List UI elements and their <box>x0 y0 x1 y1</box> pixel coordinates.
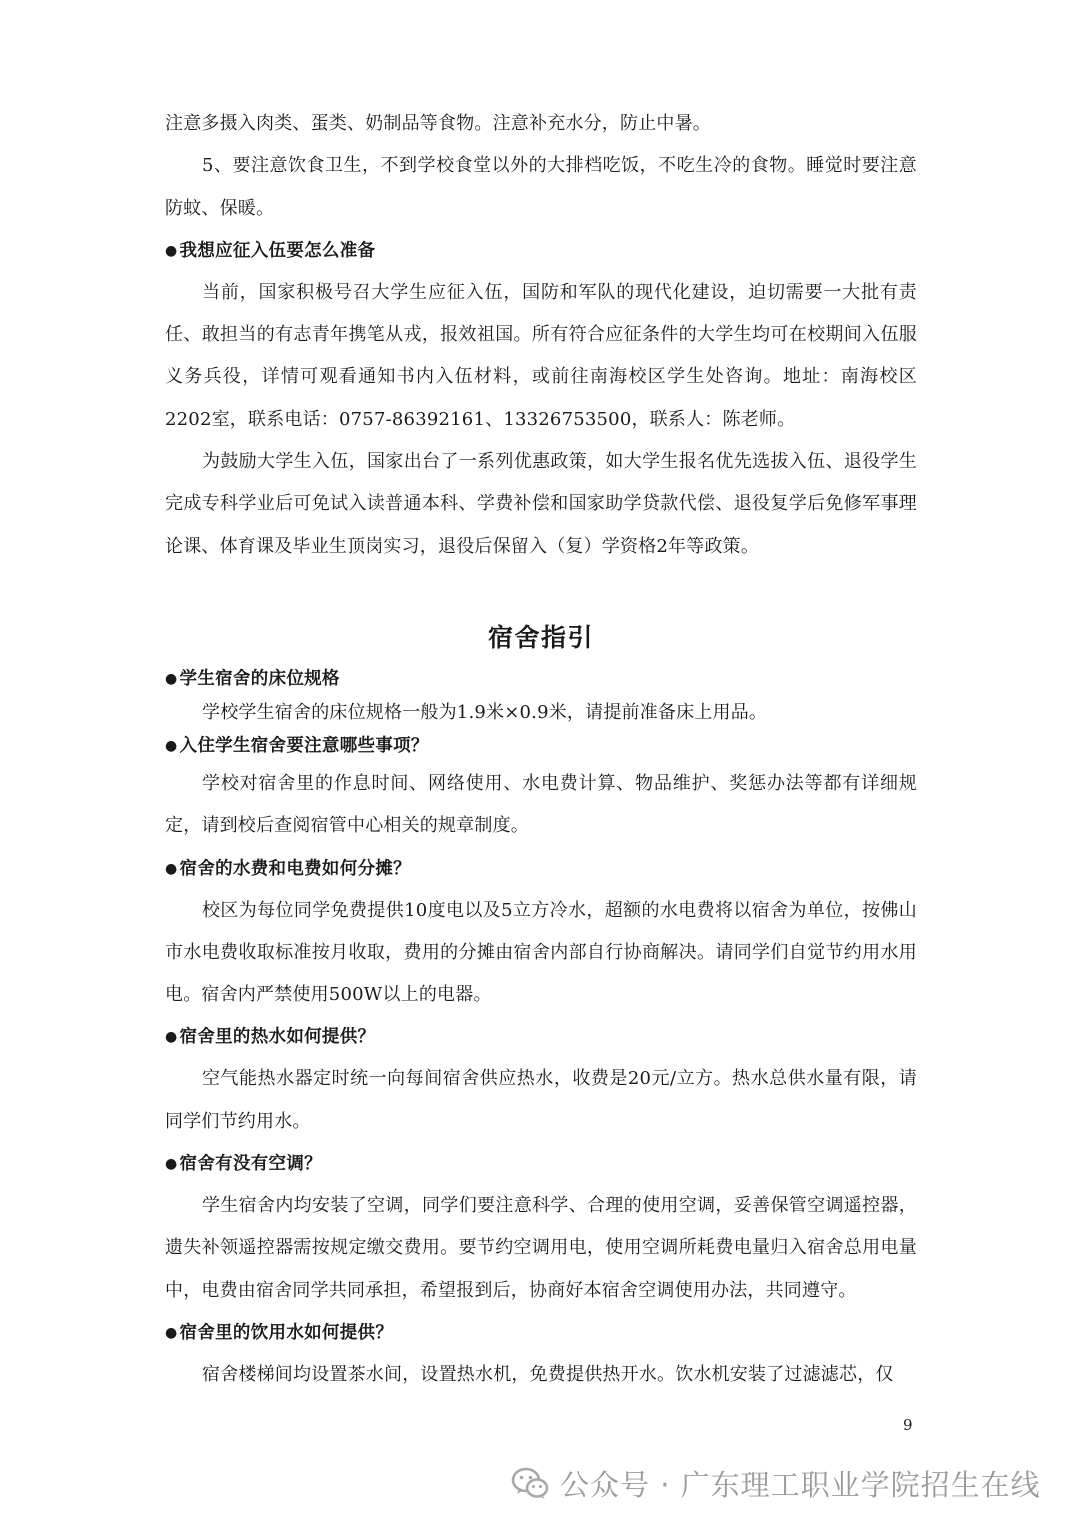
page-number: 9 <box>903 1416 913 1434</box>
bullet-icon: ● <box>165 860 178 877</box>
watermark <box>510 1458 1050 1508</box>
dorm-heading-rules-text: 入住学生宿舍要注意哪些事项？ <box>179 735 429 756</box>
dorm-heading-bed-text: 学生宿舍的床位规格 <box>179 668 340 689</box>
dorm-heading-drinking-text: 宿舍里的饮用水如何提供？ <box>179 1322 394 1343</box>
dorm-text-aircon: 学生宿舍内均安装了空调，同学们要注意科学、合理的使用空调，妥善保管空调遥控器，遗失补领遥控器需按规定缴交费用。要节约空调用电，使用空调所耗费电量归入宿舍总用电量中，电费由宿舍同学共同承担，希望报到后，协商好本宿舍空调使用办法，共同遵守。 <box>165 1195 917 1301</box>
dorm-heading-fees <box>165 848 917 890</box>
bullet-icon: ● <box>165 1029 178 1046</box>
dorm-bed-block <box>165 696 917 729</box>
bullet-icon: ● <box>165 242 178 259</box>
watermark-text: 公众号 · 广东理工职业学院招生在线 <box>560 1467 1041 1502</box>
page-content <box>165 103 917 1396</box>
dorm-heading-rules <box>165 729 917 763</box>
dorm-heading-hotwater <box>165 1016 917 1058</box>
bullet-icon: ● <box>165 1156 178 1173</box>
enlist-heading <box>165 230 917 272</box>
dorm-heading-drinking <box>165 1312 917 1354</box>
dorm-text-drinking: 宿舍楼梯间均设置茶水间，设置热水机，免费提供热开水。饮水机安装了过滤滤芯，仅 <box>202 1363 894 1385</box>
section-title: 宿舍指引 <box>487 622 594 652</box>
paragraph-top-2: 5、要注意饮食卫生，不到学校食堂以外的大排档吃饭，不吃生冷的食物。睡觉时要注意防蚊、保暖。 <box>165 155 917 219</box>
dorm-heading-aircon <box>165 1143 917 1185</box>
enlist-paragraph-2: 为鼓励大学生入伍，国家出台了一系列优惠政策，如大学生报名优先选拔入伍、退役学生完成专科学业后可免试入读普通本科、学费补偿和国家助学贷款代偿、退役复学后免修军事理论课、体育课及毕业生顶岗实习，退役后保留入（复）学资格2年等政策。 <box>165 451 917 557</box>
dorm-heading-fees-text: 宿舍的水费和电费如何分摊？ <box>179 858 411 879</box>
dorm-text-hotwater: 空气能热水器定时统一向每间宿舍供应热水，收费是20元/立方。热水总供水量有限，请同学们节约用水。 <box>165 1068 917 1132</box>
dorm-heading-aircon-text: 宿舍有没有空调？ <box>179 1154 322 1175</box>
dorm-text-fees: 校区为每位同学免费提供10度电以及5立方冷水，超额的水电费将以宿舍为单位，按佛山市水电费收取标准按月收取，费用的分摊由宿舍内部自行协商解决。请同学们自觉节约用水用电。宿舍内严禁使用500W以上的电器。 <box>165 899 917 1006</box>
dorm-heading-bed <box>165 662 917 696</box>
enlist-heading-text: 我想应征入伍要怎么准备 <box>179 240 376 261</box>
bullet-icon: ● <box>165 670 178 687</box>
paragraph-top-1: 注意多摄入肉类、蛋类、奶制品等食物。注意补充水分，防止中暑。 <box>165 113 711 134</box>
dorm-heading-hotwater-text: 宿舍里的热水如何提供？ <box>179 1027 376 1048</box>
bullet-icon: ● <box>165 737 178 754</box>
enlist-paragraph-1: 当前，国家积极号召大学生应征入伍，国防和军队的现代化建设，迫切需要一大批有责任、敢担当的有志青年携笔从戎，报效祖国。所有符合应征条件的大学生均可在校期间入伍服义务兵役，详情可观看通知书内入伍材料，或前往南海校区学生处咨询。地址：南海校区2202室，联系电话：0757-86392161、13326753500，联系人：陈老师。 <box>165 281 917 430</box>
bullet-icon: ● <box>165 1324 178 1341</box>
section-title-spacer <box>165 654 917 662</box>
section-spacer <box>165 568 917 618</box>
wechat-icon <box>510 1463 550 1503</box>
dorm-text-rules: 学校对宿舍里的作息时间、网络使用、水电费计算、物品维护、奖惩办法等都有详细规定，请到校后查阅宿管中心相关的规章制度。 <box>165 772 917 837</box>
dorm-text-bed: 学校学生宿舍的床位规格一般为1.9米×0.9米，请提前准备床上用品。 <box>202 701 768 723</box>
